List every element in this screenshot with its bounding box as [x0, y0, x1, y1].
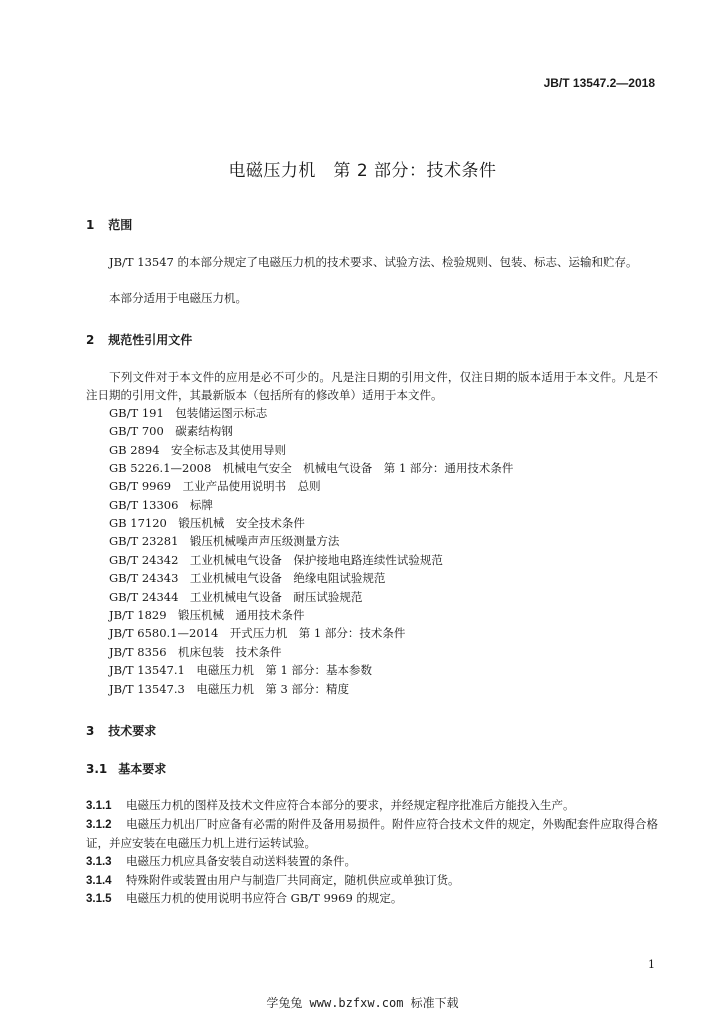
clause-number: 3.1.4: [86, 875, 112, 887]
scope-text: JB/T 13547 的本部分规定了电磁压力机的技术要求、试验方法、检验规则、包装、标志、运输和贮存。: [109, 255, 638, 269]
reference-item: GB 17120 锻压机械 安全技术条件: [109, 516, 305, 530]
section-1-heading: [86, 216, 132, 233]
clause-text: 电磁压力机出厂时应备有必需的附件及备用易损件。附件应符合技术文件的规定，外购配套件应取得合格证，并应安装在电磁压力机上进行运转试验。: [86, 817, 658, 850]
reference-item: JB/T 13547.3 电磁压力机 第 3 部分：精度: [109, 682, 349, 696]
clause-number: 3.1.2: [86, 819, 112, 831]
subsection-title: 基本要求: [118, 762, 167, 776]
subsection-3-1-heading: [86, 760, 166, 777]
clause-number: 3.1.1: [86, 800, 112, 812]
reference-item: JB/T 13547.1 电磁压力机 第 1 部分：基本参数: [109, 663, 372, 677]
reference-item: JB/T 8356 机床包装 技术条件: [109, 645, 282, 659]
reference-item: GB/T 24343 工业机械电气设备 绝缘电阻试验规范: [109, 571, 386, 585]
scope-paragraph: [86, 253, 658, 271]
section-title: 技术要求: [108, 724, 157, 738]
clause-text: 电磁压力机应具备安装自动送料装置的条件。: [126, 854, 356, 868]
reference-item: GB 2894 安全标志及其使用导则: [109, 443, 287, 457]
reference-item: JB/T 1829 锻压机械 通用技术条件: [109, 608, 305, 622]
section-3-heading: [86, 722, 156, 739]
page-number: 1: [648, 958, 655, 971]
clause-3-1-5: [86, 889, 658, 908]
applicability-paragraph: [86, 289, 658, 307]
reference-item: GB/T 24342 工业机械电气设备 保护接地电路连续性试验规范: [109, 553, 443, 567]
reference-item: GB/T 9969 工业产品使用说明书 总则: [109, 479, 321, 493]
section-title: 范围: [108, 218, 133, 232]
reference-item: GB/T 700 碳素结构钢: [109, 424, 233, 438]
references-intro-text: 下列文件对于本文件的应用是必不可少的。凡是注日期的引用文件，仅注日期的版本适用于本文件。凡是不注日期的引用文件，其最新版本（包括所有的修改单）适用于本文件。: [86, 370, 658, 402]
applicability-text: 本部分适用于电磁压力机。: [109, 291, 247, 305]
clause-3-1-1: [86, 796, 658, 815]
section-title: 规范性引用文件: [108, 333, 193, 347]
section-number: 2: [86, 333, 95, 347]
standard-number: JB/T 13547.2—2018: [543, 76, 655, 90]
footer-watermark[interactable]: 学兔兔 www.bzfxw.com 标准下载: [266, 996, 459, 1010]
reference-item: JB/T 6580.1—2014 开式压力机 第 1 部分：技术条件: [109, 626, 406, 640]
reference-item: GB 5226.1—2008 机械电气安全 机械电气设备 第 1 部分：通用技术条件: [109, 461, 514, 475]
reference-item: GB/T 13306 标牌: [109, 498, 213, 512]
clause-number: 3.1.5: [86, 893, 112, 905]
section-number: 3: [86, 724, 95, 738]
clause-number: 3.1.3: [86, 856, 112, 868]
clause-3-1-4: [86, 871, 658, 890]
reference-item: GB/T 24344 工业机械电气设备 耐压试验规范: [109, 590, 363, 604]
subsection-number: 3.1: [86, 762, 108, 776]
clause-3-1-3: [86, 852, 658, 871]
reference-item: GB/T 23281 锻压机械噪声声压级测量方法: [109, 534, 340, 548]
section-2-heading: [86, 331, 192, 348]
clause-text: 特殊附件或装置由用户与制造厂共同商定，随机供应或单独订货。: [126, 873, 460, 887]
clause-text: 电磁压力机的图样及技术文件应符合本部分的要求，并经规定程序批准后方能投入生产。: [126, 798, 575, 812]
clause-3-1-2: [86, 815, 658, 852]
references-intro: [86, 368, 658, 404]
clause-text: 电磁压力机的使用说明书应符合 GB/T 9969 的规定。: [126, 891, 403, 905]
page-title: 电磁压力机 第 2 部分：技术条件: [228, 161, 497, 181]
section-number: 1: [86, 218, 95, 232]
reference-item: GB/T 191 包装储运图示标志: [109, 406, 268, 420]
